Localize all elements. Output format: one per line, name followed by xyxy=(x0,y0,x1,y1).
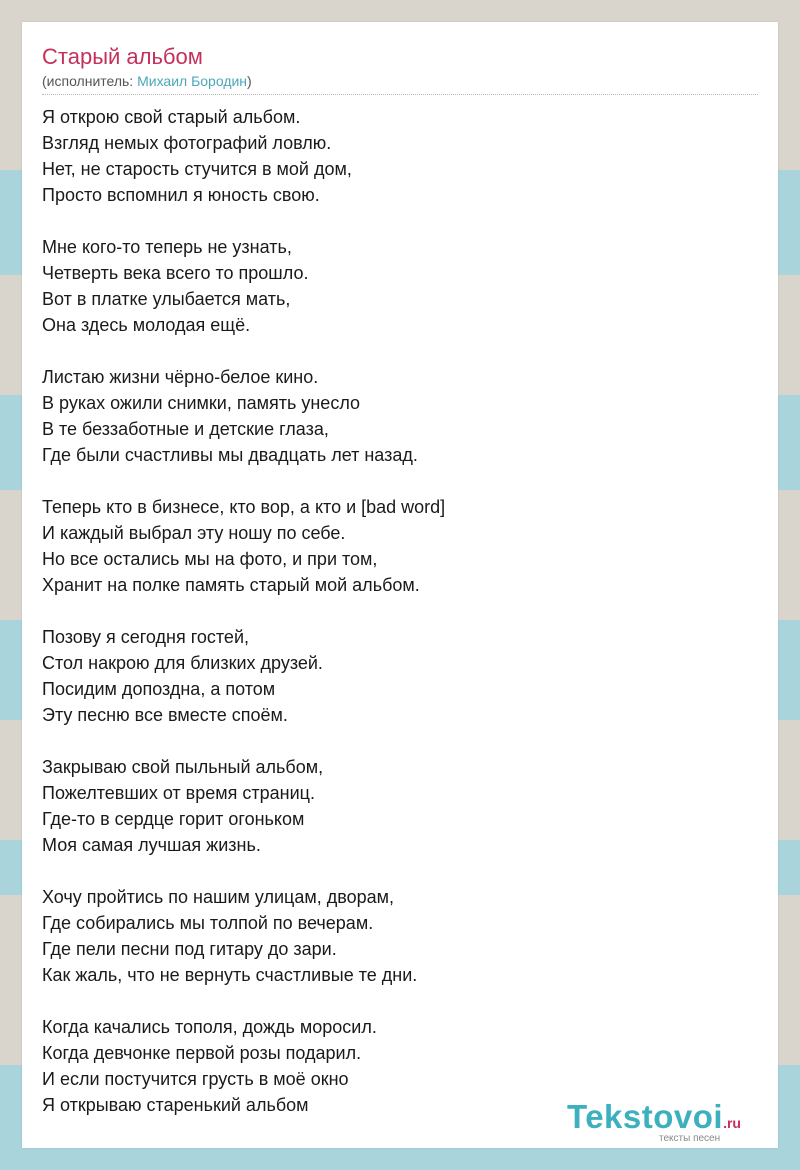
lyrics-card xyxy=(22,22,778,1148)
lyric-line: Закрываю свой пыльный альбом, xyxy=(42,757,324,777)
lyric-line: Взгляд немых фотографий ловлю. xyxy=(42,133,332,153)
stanza xyxy=(42,624,445,728)
artist-link[interactable]: Михаил Бородин xyxy=(137,73,248,89)
title-divider xyxy=(42,94,758,95)
lyric-line: Эту песню все вместе споём. xyxy=(42,705,288,725)
lyric-line: Листаю жизни чёрно-белое кино. xyxy=(42,367,319,387)
artist-suffix: ) xyxy=(247,73,252,89)
lyric-line: Она здесь молодая ещё. xyxy=(42,315,251,335)
lyric-line: В те беззаботные и детские глаза, xyxy=(42,419,329,439)
lyric-line: Пожелтевших от время страниц. xyxy=(42,783,315,803)
lyric-line: Стол накрою для близких друзей. xyxy=(42,653,323,673)
lyric-line: Позову я сегодня гостей, xyxy=(42,627,249,647)
stanza xyxy=(42,754,445,858)
lyric-line: Где-то в сердце горит огоньком xyxy=(42,809,305,829)
logo-domain: .ru xyxy=(723,1115,741,1131)
stanza xyxy=(42,494,445,598)
lyric-line: Моя самая лучшая жизнь. xyxy=(42,835,261,855)
artist-prefix: (исполнитель: xyxy=(42,73,138,89)
lyric-line: Я открою свой старый альбом. xyxy=(42,107,301,127)
lyric-line: Посидим допоздна, а потом xyxy=(42,679,276,699)
song-title: Старый альбом xyxy=(42,44,203,69)
lyric-line: И каждый выбрал эту ношу по себе. xyxy=(42,523,346,543)
stanza xyxy=(42,884,445,988)
lyric-line: И если постучится грусть в моё окно xyxy=(42,1069,349,1089)
stanza xyxy=(42,1014,445,1118)
stanza xyxy=(42,104,445,208)
lyric-line: Но все остались мы на фото, и при том, xyxy=(42,549,378,569)
lyric-line: Я открываю старенький альбом xyxy=(42,1095,309,1115)
lyric-line: Где пели песни под гитару до зари. xyxy=(42,939,337,959)
lyric-line: Мне кого-то теперь не узнать, xyxy=(42,237,292,257)
site-logo[interactable] xyxy=(567,1098,777,1144)
lyric-line: Когда девчонке первой розы подарил. xyxy=(42,1043,362,1063)
stanza xyxy=(42,234,445,338)
lyrics-body xyxy=(42,104,445,1144)
logo-tagline: тексты песен xyxy=(659,1133,721,1144)
lyric-line: Хранит на полке память старый мой альбом. xyxy=(42,575,420,595)
lyric-line: Как жаль, что не вернуть счастливые те дни. xyxy=(42,965,418,985)
lyric-line: Четверть века всего то прошло. xyxy=(42,263,309,283)
artist-line xyxy=(42,73,252,89)
logo-text: Tekstovoi xyxy=(567,1098,724,1135)
lyric-line: Нет, не старость стучится в мой дом, xyxy=(42,159,352,179)
lyric-line: Когда качались тополя, дождь моросил. xyxy=(42,1017,377,1037)
stanza xyxy=(42,364,445,468)
lyric-line: Хочу пройтись по нашим улицам, дворам, xyxy=(42,887,395,907)
lyric-line: Где были счастливы мы двадцать лет назад. xyxy=(42,445,418,465)
lyric-line: В руках ожили снимки, память унесло xyxy=(42,393,361,413)
lyric-line: Где собирались мы толпой по вечерам. xyxy=(42,913,374,933)
lyric-line: Теперь кто в бизнесе, кто вор, а кто и [bad word] xyxy=(42,497,446,517)
lyric-line: Вот в платке улыбается мать, xyxy=(42,289,291,309)
lyric-line: Просто вспомнил я юность свою. xyxy=(42,185,320,205)
